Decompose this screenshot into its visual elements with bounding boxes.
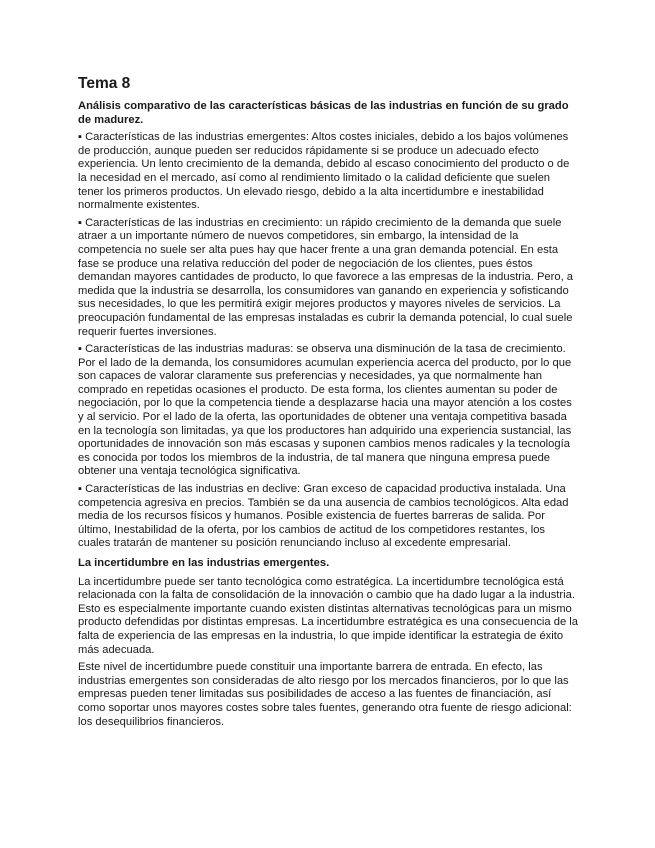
section-heading: La incertidumbre en las industrias emergentes. bbox=[78, 557, 330, 569]
bullet-declive: ▪ Características de las industrias en declive: Gran exceso de capacidad productiva instalada. Una competencia agresiva en precios. También se da una ausencia de cambios tecnológicos. Alta edad media de los recursos físicos y humanos. Posible existencia de fuertes barreras de salida. Por último, Inestabilidad de la oferta, por los cambios de actitud de los competidores restantes, los cuales tratarán de mantener su posición renunciando incluso al excedente empresarial. bbox=[78, 483, 569, 550]
bullet-maduras: ▪ Características de las industrias maduras: se observa una disminución de la tasa de crecimiento. Por el lado de la demanda, los consumidores acumulan experiencia acerca del producto, por lo que son capaces de valorar claramente sus preferencias y necesidades, ya que normalmente han comprado en repetidas ocasiones el producto. De esta forma, los clientes aumentan su poder de negociación, por lo que la competencia tiende a desplazarse hacia una mayor atención a los costes y al servicio. Por el lado de la oferta, las oportunidades de obtener una ventaja competitiva basada en la tecnología son limitadas, ya que los productores han adquirido una experiencia sustancial, las oportunidades de innovación son más escasas y suponen cambios menos radicales y la tecnología es conocida por todos los miembros de la industria, de tal manera que ninguna empresa puede obtener una ventaja tecnológica significativa. bbox=[78, 343, 572, 478]
bullet-emergentes: ▪ Características de las industrias emergentes: Altos costes iniciales, debido a los bajos volúmenes de producción, aunque pueden ser reducidos rápidamente si se produce un adecuado efecto experiencia. Un lento crecimiento de la demanda, debido al escaso conocimiento del producto o de la necesidad en el mercado, así como al rendimiento limitado o la calidad deficiente que suelen tener los primeros productos. Un elevado riesgo, debido a la alta incertidumbre e inestabilidad normalmente existentes. bbox=[78, 131, 570, 212]
document-subtitle: Análisis comparativo de las características básicas de las industrias en función de su grado de madurez. bbox=[78, 100, 569, 126]
document-title: Tema 8 bbox=[78, 75, 131, 92]
bullet-crecimiento: ▪ Características de las industrias en crecimiento: un rápido crecimiento de la demanda que suele atraer a un importante número de nuevos competidores, sin embargo, la intensidad de la competencia no suele ser alta pues hay que hacer frente a una gran demanda potencial. En esta fase se produce una relativa reducción del poder de negociación de los clientes, pues éstos demandan mayores cantidades de producto, lo que favorece a las empresas de la industria. Pero, a medida que la industria se desarrolla, los consumidores van ganando en experiencia y sofisticando sus necesidades, lo que les permitirá exigir mejores productos y mayores niveles de servicios. La preocupación fundamental de las empresas instaladas es cubrir la demanda potencial, lo cual suele requerir fuertes inversiones. bbox=[78, 216, 574, 338]
section-paragraph: La incertidumbre puede ser tanto tecnológica como estratégica. La incertidumbre tecnológica está relacionada con la falta de consolidación de la innovación o cambio que ha dado lugar a la industria. Esto es especialmente importante cuando existen distintas alternativas tecnológicas para un mismo producto defendidas por distintas empresas. La incertidumbre estratégica es una consecuencia de la falta de experiencia de las empresas en la industria, lo que impide identificar la estrategia de éxito más adecuada. bbox=[78, 575, 579, 656]
section-paragraph: Este nivel de incertidumbre puede constituir una importante barrera de entrada. En efecto, las industrias emergentes son consideradas de alto riesgo por los mercados financieros, por lo que las empresas pueden tener limitadas sus posibilidades de acceso a las fuentes de financiación, así como soportar unos mayores costes sobre tales fuentes, generando otra fuente de riesgo adicional: los desequilibrios financieros. bbox=[78, 661, 572, 728]
document-page bbox=[78, 74, 578, 733]
